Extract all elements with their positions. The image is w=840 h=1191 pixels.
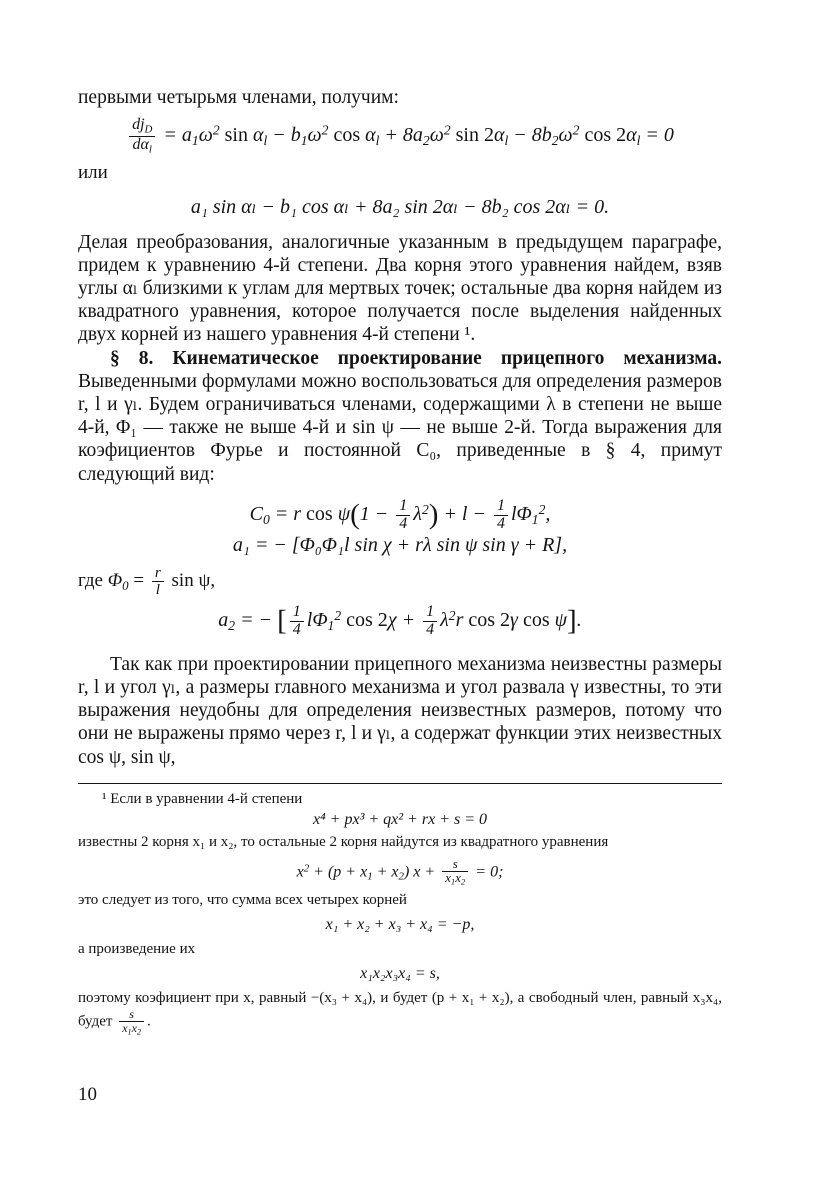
footnote-eq-sum: x₁ + x₂ + x₃ + x₄ = −p,: [325, 916, 475, 934]
document-page: [78, 78, 722, 1037]
label-where: где: [78, 570, 103, 592]
equation-fourier: a₁ sin αₗ − b₁ cos αₗ + 8a₂ sin 2αₗ − 8b₂ cos 2αₗ = 0.: [190, 195, 610, 218]
footnote-eq-product: x₁x₂x₃x₄ = s,: [360, 965, 440, 983]
section-8: [78, 347, 722, 486]
section-heading: § 8. Кинематическое проектирование прицепного механизма.: [110, 347, 722, 369]
where-line: где $\Phi_0$ = $\frac{r}{l}$ sin ψ,: [78, 564, 216, 599]
paragraph-since: Так как при проектировании прицепного механизма неизвестны размеры r, l и угол γₗ, а размеры главного механизма и угол развала γ известны, то эти выражения неудобны для определения неизвестных размеров, потому что они не выражены прямо через r, l и γₗ, а содержат функции этих неизвестных cos ψ, sin ψ,: [78, 653, 722, 768]
footnote-line-1: ¹ Если в уравнении 4-й степени: [102, 790, 303, 807]
footnote-eq-quartic: x⁴ + px³ + qx² + rx + s = 0: [313, 810, 487, 828]
intro-line: первыми четырьмя членами, получим:: [78, 87, 399, 108]
footnote-line-3: это следует из того, что сумма всех четырех корней: [78, 892, 407, 909]
equation-a2: $a_2$ = − [ $\frac{1}{4}$ $l\Phi_1^2$ cos 2χ + $\frac{1}{4}$ $\lambda^2r$ cos 2γ cos ψ].: [218, 603, 582, 639]
page-number: 10: [78, 1084, 97, 1105]
footnote-rule: [78, 783, 722, 784]
footnote-eq-quadratic: $x^2 + (p + x_1 + x_2) x$ + $\frac{s}{x_1x_2}$ = 0;: [296, 856, 504, 887]
equation-c0: $C_0 = r$ cos ψ(1 − $\frac{1}{4}$ $\lambda^2) + l$ − $\frac{1}{4}$ $l\Phi_1^2$,: [249, 496, 551, 532]
paragraph-transform: Делая преобразования, аналогичные указанным в предыдущем параграфе, придем к уравнению 4-й степени. Два корня этого уравнения найдем, взяв углы αₗ близкими к углам для мертвых точек; остальные два корня найдем из квадратного уравнения, которое получается после выделения найденных двух корней из нашего уравнения 4-й степени ¹.: [78, 231, 722, 346]
footnote-line-5: поэтому коэфициент при x, равный −(x₃ + x₄), и будет (p + x₁ + x₂), а свободный член, равный x₃x₄, будет $\frac{s}{x_1x_2}$ .: [78, 990, 722, 1037]
label-or: или: [78, 161, 108, 183]
footnote-line-5-text: поэтому коэфициент при x, равный −(x₃ + x₄), и будет (p + x₁ + x₂), а свободный член, равный x₃x₄, будет: [78, 990, 722, 1030]
footnote-line-2: известны 2 корня x₁ и x₂, то остальные 2 корня найдутся из квадратного уравнения: [78, 833, 609, 850]
footnote-line-4: а произведение их: [78, 941, 196, 958]
equation-derivative: $\frac{dj_D}{d\alpha_l}$ = $a_1\omega^2$ $\sin \alpha_l - b_1\omega^2$ $\cos \alpha_l + 8a_2\omega^2$ $\sin 2\alpha_l - 8b_2\omega^2$ $\cos 2\alpha_l = 0$: [78, 117, 722, 155]
section-body: Выведенными формулами можно воспользоваться для определения размеров r, l и γₗ. Будем ограничиваться членами, содержащими λ в степени не выше 4-й, Φ₁ — также не выше 4-й и sin ψ — не выше 2-й. Тогда выражения для коэфициентов Фурье и постоянной C₀, приведенные в § 4, примут следующий вид:: [78, 370, 722, 485]
equation-a1: a₁ = − [Φ₀Φ₁l sin χ + rλ sin ψ sin γ + R],: [232, 534, 568, 557]
